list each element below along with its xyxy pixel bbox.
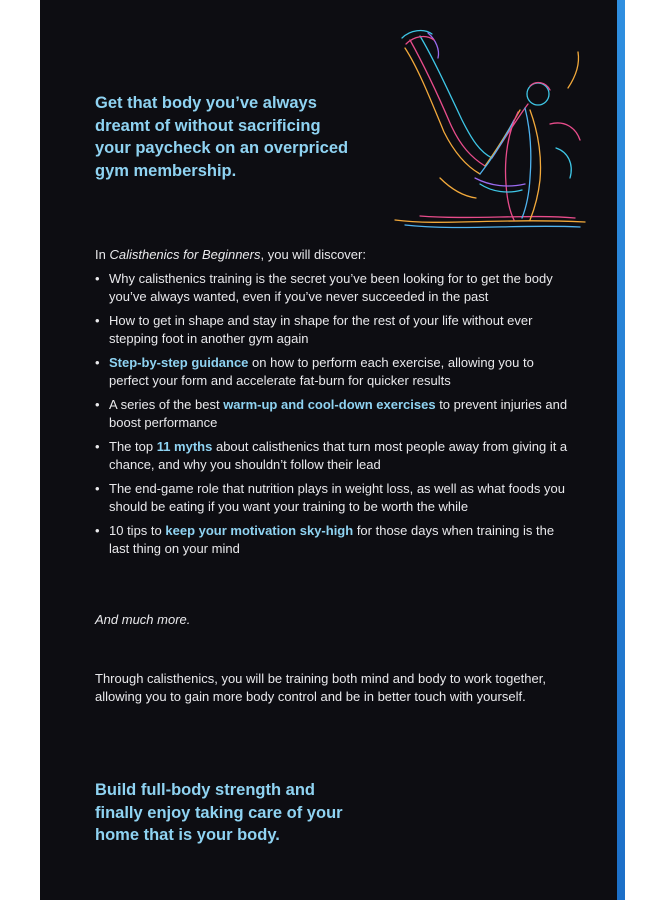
list-item: • 10 tips to keep your motivation sky-high for those days when training is the last thing on your mind xyxy=(95,522,575,558)
closing-tagline: Build full-body strength and finally enjoy taking care of your home that is your body. xyxy=(95,781,343,844)
list-item: • How to get in shape and stay in shape for the rest of your life without ever stepping foot in another gym again xyxy=(95,312,575,348)
book-title: Calisthenics for Beginners xyxy=(109,247,261,262)
list-item: • Why calisthenics training is the secret you’ve been looking for to get the body you’ve always wanted, even if you’ve never succeeded in the past xyxy=(95,270,575,306)
headline: Get that body you’ve always dreamt of without sacrificing your paycheck on an overpriced gym membership. xyxy=(95,94,349,180)
neon-athlete-illustration-icon xyxy=(380,28,595,253)
intro-prefix: In xyxy=(95,247,110,262)
body-paragraph: Through calisthenics, you will be training both mind and body to work together, allowing you to gain more body control and be in better touch with yourself. xyxy=(95,671,546,704)
feature-list xyxy=(95,270,575,564)
list-item: • The top 11 myths about calisthenics that turn most people away from giving it a chance, and why you shouldn’t follow their lead xyxy=(95,438,575,474)
intro-line xyxy=(95,246,366,264)
list-item: • A series of the best warm-up and cool-down exercises to prevent injuries and boost performance xyxy=(95,396,575,432)
blue-spine-edge xyxy=(617,0,625,900)
list-item: • The end-game role that nutrition plays in weight loss, as well as what foods you should be eating if you want your training to be worth the while xyxy=(95,480,575,516)
list-item: • Step-by-step guidance on how to perform each exercise, allowing you to perfect your form and accelerate fat-burn for quicker results xyxy=(95,354,575,390)
and-much-more: And much more. xyxy=(95,612,191,627)
intro-suffix: , you will discover: xyxy=(260,247,366,262)
